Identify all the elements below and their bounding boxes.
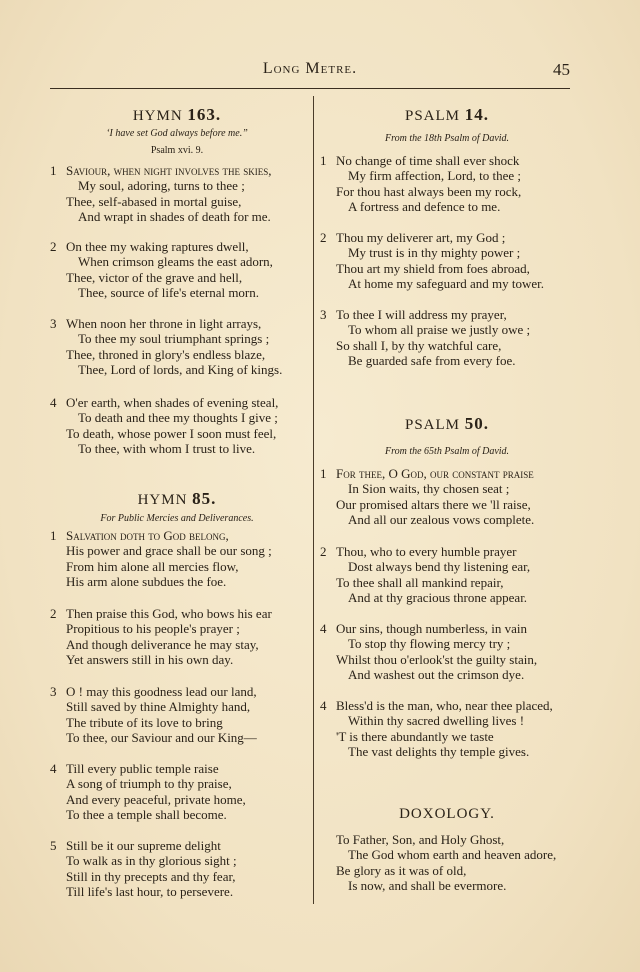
- verse-line: Dost always bend thy listening ear,: [348, 559, 531, 575]
- hymn-label: HYMN: [137, 492, 188, 508]
- verse-line: And washest out the crimson dye.: [348, 667, 525, 683]
- stanza-number: 4: [50, 761, 57, 776]
- stanza: [46, 838, 308, 900]
- psalm-label: PSALM: [404, 417, 461, 433]
- verse-line: Thee, self-abased in mortal guise,: [66, 193, 242, 209]
- verse-line: To walk as in thy glorious sight ;: [66, 853, 237, 869]
- stanza-number: 3: [50, 684, 57, 699]
- psalm-50-subtitle: From the 65th Psalm of David.: [384, 446, 510, 457]
- stanza-number: 1: [320, 153, 327, 168]
- hymn-number: 85.: [192, 489, 217, 508]
- stanza: [46, 528, 308, 590]
- stanza: [316, 544, 578, 606]
- psalm-label: PSALM: [404, 108, 461, 124]
- column-divider: [313, 96, 314, 904]
- stanza-number: 2: [320, 230, 327, 245]
- verse-line: In Sion waits, thy chosen seat ;: [348, 481, 510, 497]
- stanza-number: 2: [50, 239, 57, 254]
- stanza: [46, 761, 308, 823]
- verse-line: O'er earth, when shades of evening steal,: [66, 395, 279, 410]
- verse-line: For thou hast always been my rock,: [336, 183, 522, 199]
- verse-line: The vast delights thy temple gives.: [348, 744, 530, 760]
- hymn-number: 163.: [187, 105, 222, 124]
- verse-line: No change of time shall ever shock: [336, 153, 520, 168]
- psalm-number: 50.: [464, 414, 490, 433]
- verse-line: Is now, and shall be evermore.: [348, 878, 507, 894]
- stanza-number: 1: [320, 466, 327, 481]
- verse-line: My trust is in thy mighty power ;: [348, 245, 521, 261]
- verse-line: Still be it our supreme delight: [66, 838, 221, 853]
- verse-line: Thee, victor of the grave and hell,: [66, 269, 243, 285]
- verse-line: His power and grace shall be our song ;: [66, 543, 272, 559]
- verse-line: When noon her throne in light arrays,: [66, 316, 262, 331]
- stanza-number: 4: [320, 698, 327, 713]
- verse-line: Thee, source of life's eternal morn.: [78, 285, 260, 301]
- hymn-85-subtitle: For Public Mercies and Deliverances.: [100, 513, 254, 524]
- verse-line: To whom all praise we justly owe ;: [348, 322, 531, 338]
- verse-line: To stop thy flowing mercy try ;: [348, 636, 511, 652]
- hymn-85-title: [46, 489, 308, 509]
- verse-line: Then praise this God, who bows his ear: [66, 606, 272, 621]
- verse-line: For thee, O God, our constant praise: [336, 466, 534, 481]
- verse-line: To thee a temple shall become.: [66, 807, 227, 823]
- verse-line: Thou my deliverer art, my God ;: [336, 230, 506, 245]
- verse-line: And wrapt in shades of death for me.: [78, 209, 271, 225]
- verse-line: Be guarded safe from every foe.: [348, 353, 516, 369]
- psalm-number: 14.: [464, 105, 490, 124]
- verse-line: Thou art my shield from foes abroad,: [336, 260, 530, 276]
- stanza: [46, 316, 308, 378]
- verse-line: Within thy sacred dwelling lives !: [348, 713, 525, 729]
- stanza: [316, 230, 578, 292]
- verse-line: And at thy gracious throne appear.: [348, 590, 528, 606]
- verse-line: On thee my waking raptures dwell,: [66, 239, 249, 254]
- psalm-50-title: [316, 414, 578, 434]
- verse-line: Still saved by thine Almighty hand,: [66, 699, 251, 715]
- stanza-number: 3: [320, 307, 327, 322]
- stanza: [316, 621, 578, 683]
- stanza: [316, 698, 578, 760]
- verse-line: To death and thee my thoughts I give ;: [78, 410, 278, 426]
- doxology-title: DOXOLOGY.: [399, 806, 495, 822]
- verse-line: A fortress and defence to me.: [348, 199, 501, 215]
- stanza-number: 4: [320, 621, 327, 636]
- verse-line: Bless'd is the man, who, near thee placed,: [336, 698, 553, 713]
- stanza: [46, 684, 308, 746]
- stanza-number: 2: [50, 606, 57, 621]
- verse-line: Our promised altars there we 'll raise,: [336, 496, 531, 512]
- running-title: Long Metre.: [262, 60, 358, 77]
- stanza: [46, 395, 308, 457]
- verse-line: My soul, adoring, turns to thee ;: [78, 178, 245, 194]
- psalm-14-title: [316, 105, 578, 125]
- verse-line: Saviour, when night involves the skies,: [66, 163, 272, 178]
- verse-line: Till life's last hour, to persevere.: [66, 884, 234, 900]
- stanza: [46, 606, 308, 668]
- verse-line: My firm affection, Lord, to thee ;: [348, 168, 522, 184]
- verse-line: O ! may this goodness lead our land,: [66, 684, 257, 699]
- verse-line: Our sins, though numberless, in vain: [336, 621, 528, 636]
- verse-line: A song of triumph to thy praise,: [66, 776, 232, 792]
- verse-line: Yet answers still in his own day.: [66, 652, 234, 668]
- verse-line: To thee shall all mankind repair,: [336, 574, 504, 590]
- verse-line: Still in thy precepts and thy fear,: [66, 868, 236, 884]
- hymn-163-epigraph: ‘I have set God always before me.”: [106, 128, 248, 139]
- verse-line: Salvation doth to God belong,: [66, 528, 229, 543]
- verse-line: Be glory as it was of old,: [336, 862, 467, 878]
- hymn-163-reference: Psalm xvi. 9.: [150, 145, 204, 156]
- stanza: [316, 466, 578, 528]
- stanza: [46, 239, 308, 301]
- verse-line: At home my safeguard and my tower.: [348, 276, 545, 292]
- verse-line: To death, whose power I soon must feel,: [66, 425, 277, 441]
- verse-line: And all our zealous vows complete.: [348, 512, 535, 528]
- verse-line: So shall I, by thy watchful care,: [336, 337, 502, 353]
- verse-line: To Father, Son, and Holy Ghost,: [336, 832, 505, 847]
- stanza-number: 1: [50, 528, 57, 543]
- stanza-number: 2: [320, 544, 327, 559]
- stanza-number: 4: [50, 395, 57, 410]
- verse-line: 'T is there abundantly we taste: [336, 728, 494, 744]
- verse-line: Propitious to his people's prayer ;: [66, 621, 240, 637]
- stanza-number: 1: [50, 163, 57, 178]
- stanza-number: 5: [50, 838, 57, 853]
- header-rule: [50, 88, 570, 89]
- page-number: 45: [553, 60, 570, 79]
- verse-line: When crimson gleams the east adorn,: [78, 254, 273, 270]
- stanza: [46, 163, 308, 225]
- verse-line: To thee my soul triumphant springs ;: [78, 331, 270, 347]
- page-header: [0, 60, 640, 84]
- stanza: [316, 307, 578, 369]
- verse-line: To thee, our Saviour and our King—: [66, 730, 257, 746]
- verse-line: Thee, Lord of lords, and King of kings.: [78, 362, 283, 378]
- hymn-label: HYMN: [132, 108, 183, 124]
- verse-line: Thou, who to every humble prayer: [336, 544, 517, 559]
- verse-line: The God whom earth and heaven adore,: [348, 847, 557, 863]
- verse-line: His arm alone subdues the foe.: [66, 574, 227, 590]
- psalm-14-subtitle: From the 18th Psalm of David.: [384, 133, 510, 144]
- verse-line: Whilst thou o'erlook'st the guilty stain,: [336, 651, 538, 667]
- verse-line: The tribute of its love to bring: [66, 714, 223, 730]
- verse-line: To thee, with whom I trust to live.: [78, 441, 256, 457]
- verse-line: And every peaceful, private home,: [66, 791, 246, 807]
- verse-line: Till every public temple raise: [66, 761, 219, 776]
- stanza-number: 3: [50, 316, 57, 331]
- verse-line: To thee I will address my prayer,: [336, 307, 507, 322]
- doxology-stanza: [316, 832, 578, 894]
- hymn-163-title: [46, 105, 308, 125]
- verse-line: Thee, throned in glory's endless blaze,: [66, 346, 266, 362]
- verse-line: From him alone all mercies flow,: [66, 558, 239, 574]
- verse-line: And though deliverance he may stay,: [66, 636, 259, 652]
- stanza: [316, 153, 578, 215]
